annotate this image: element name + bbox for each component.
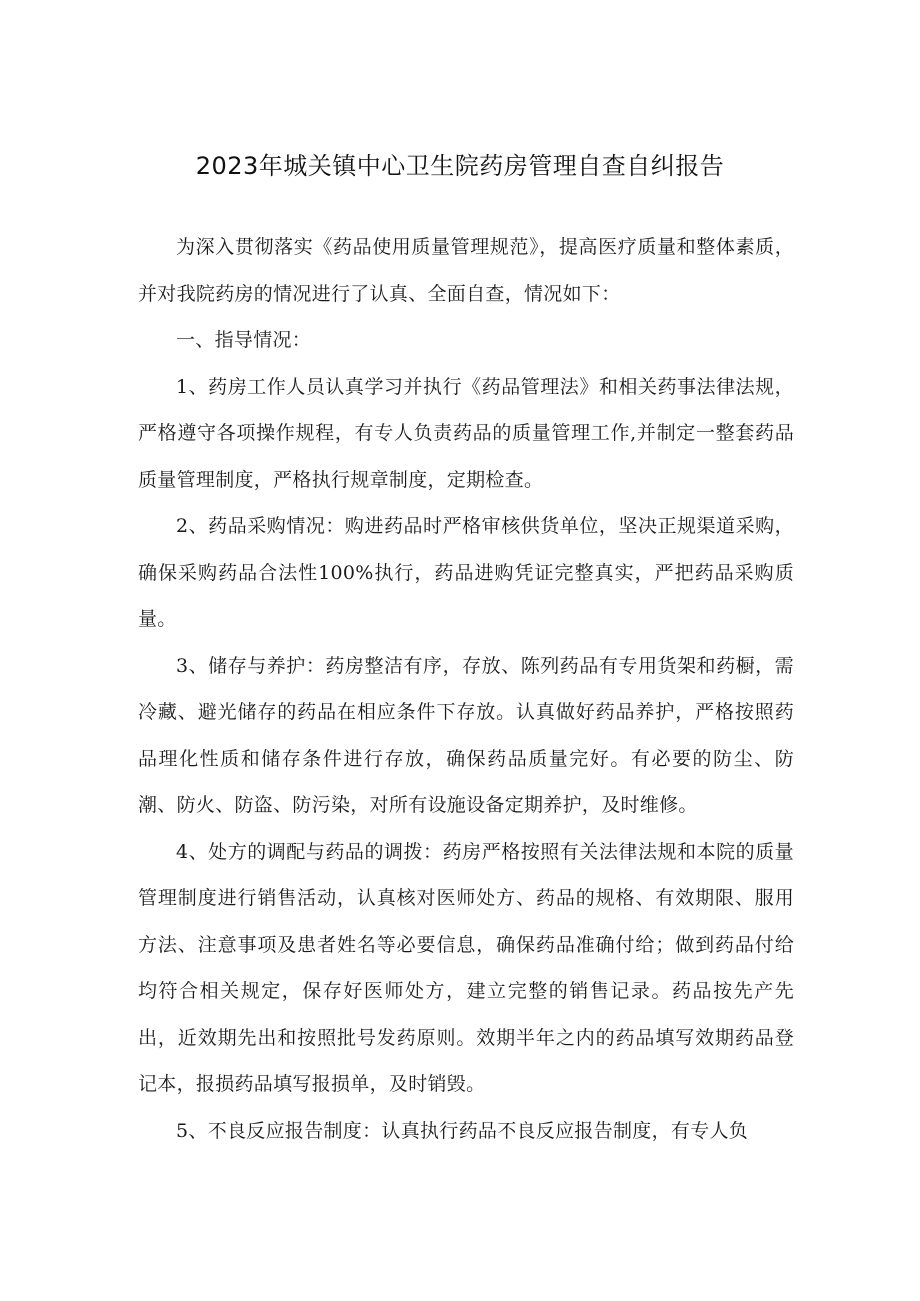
paragraph-staff-regulations: 1、药房工作人员认真学习并执行《药品管理法》和相关药事法律法规，严格遵守各项操作规程，有专人负责药品的质量管理工作,并制定一整套药品质量管理制度，严格执行规章制度，定期检查。 [138,375,794,491]
paragraph-procurement: 2、药品采购情况：购进药品时严格审核供货单位，坚决正规渠道采购，确保采购药品合法性100%执行，药品进购凭证完整真实，严把药品采购质量。 [138,515,794,630]
paragraph-dispensing: 4、处方的调配与药品的调拨：药房严格按照有关法律法规和本院的质量管理制度进行销售活动，认真核对医师处方、药品的规格、有效期限、服用方法、注意事项及患者姓名等必要信息，确保药品准确付给；做到药品付给均符合相关规定，保存好医师处方，建立完整的销售记录。药品按先产先出，近效期先出和按照批号发药原则。效期半年之内的药品填写效期药品登记本，报损药品填写报损单，及时销毁。 [138,840,794,1095]
section-heading-guidance: 一、指导情况： [176,329,312,351]
document-title: 2023年城关镇中心卫生院药房管理自查自纠报告 [195,152,725,180]
intro-paragraph: 为深入贯彻落实《药品使用质量管理规范》，提高医疗质量和整体素质，并对我院药房的情况进行了认真、全面自查，情况如下： [138,236,794,305]
paragraph-storage: 3、储存与养护：药房整洁有序，存放、陈列药品有专用货架和药橱，需冷藏、避光储存的药品在相应条件下存放。认真做好药品养护，严格按照药品理化性质和储存条件进行存放，确保药品质量完好。有必要的防尘、防潮、防火、防盗、防污染，对所有设施设备定期养护，及时维修。 [138,654,794,816]
paragraph-adverse-reaction: 5、不良反应报告制度：认真执行药品不良反应报告制度，有专人负 [176,1119,749,1142]
document-body [138,224,794,1154]
